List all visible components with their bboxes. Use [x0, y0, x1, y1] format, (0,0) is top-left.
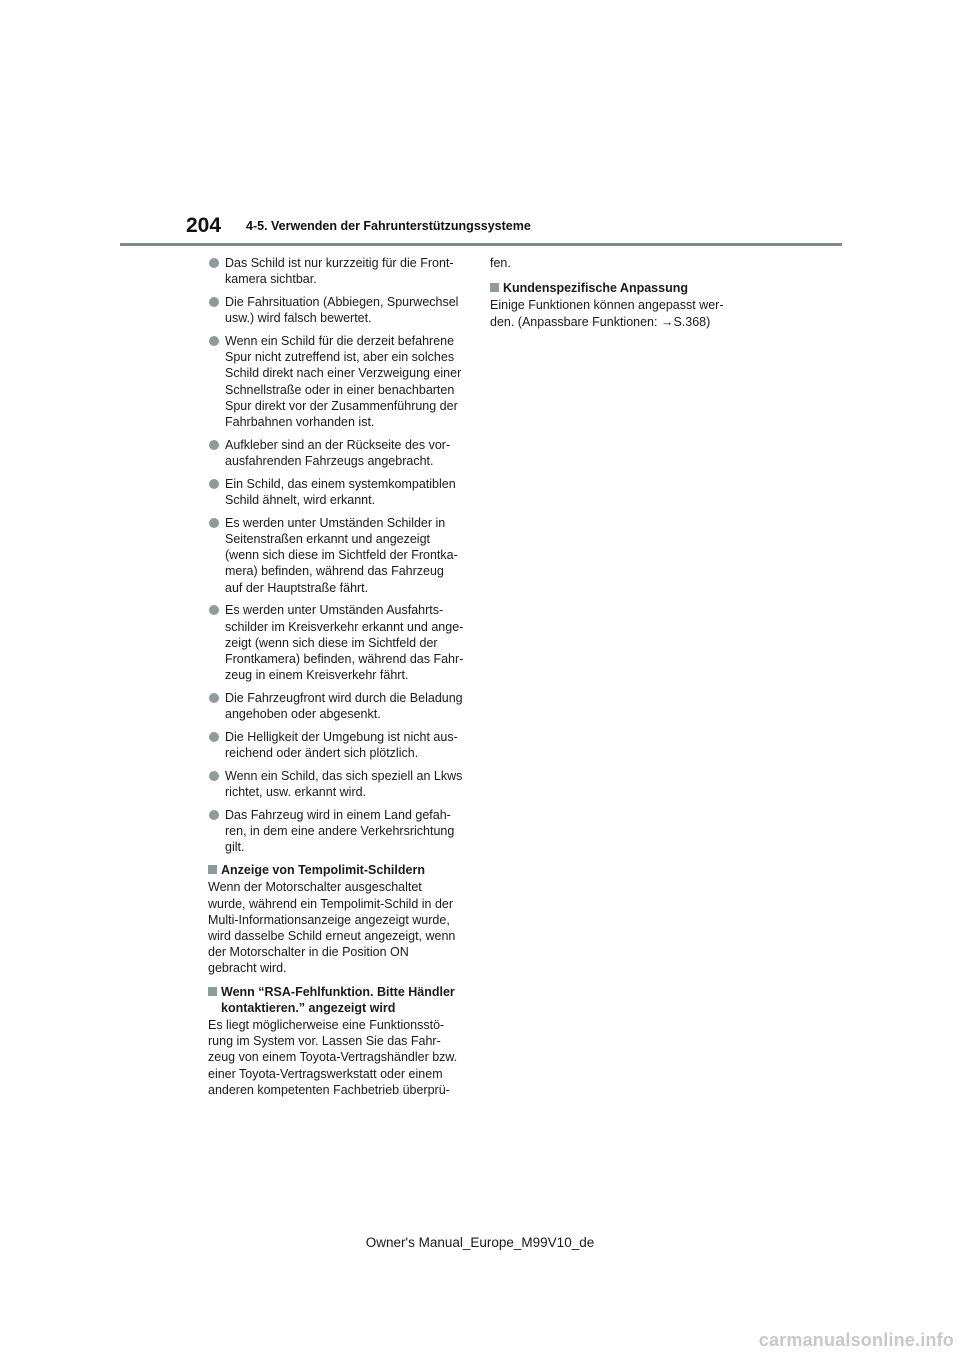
list-item-text: Aufkleber sind an der Rückseite des vor- ausfahrenden Fahrzeugs angebracht.: [225, 437, 451, 469]
bullet-dot-icon: [209, 810, 219, 820]
footer-text: Owner's Manual_Europe_M99V10_de: [365, 1235, 595, 1250]
right-column: [490, 255, 745, 337]
list-item-text: Wenn ein Schild für die derzeit befahrene Spur nicht zutreffend ist, aber ein solches Schild direkt nach einer Verzweigung einer Schnellstraße oder in einer benachbarten Spur direkt vor der Zusammenführung der Fahrbahnen vorhanden ist.: [225, 334, 462, 430]
list-item: [208, 255, 470, 287]
list-item: [208, 602, 470, 683]
list-item: [208, 437, 470, 469]
bullet-dot-icon: [209, 605, 219, 615]
list-item: [208, 333, 470, 430]
section-heading: [208, 984, 470, 1016]
page-number: 204: [186, 214, 222, 237]
list-item-text: Es werden unter Umständen Ausfahrts- schilder im Kreisverkehr erkannt und ange- zeigt (wenn sich diese im Sichtfeld der Frontkamera) befinden, während das Fahr- zeug in einem Kreisverkehr fährt.: [225, 603, 464, 683]
list-item: [208, 768, 470, 800]
header-rule: [120, 243, 842, 246]
section-heading-text: Anzeige von Tempolimit-Schildern: [221, 863, 425, 878]
bullet-dot-icon: [209, 732, 219, 742]
bullet-dot-icon: [209, 693, 219, 703]
list-item-text: Das Fahrzeug wird in einem Land gefah- ren, in dem eine andere Verkehrsrichtung gilt.: [225, 808, 455, 855]
bullet-dot-icon: [209, 336, 219, 346]
bullet-dot-icon: [209, 771, 219, 781]
square-bullet-icon: [208, 865, 217, 874]
list-item: [208, 515, 470, 596]
bullet-dot-icon: [209, 479, 219, 489]
list-item: [208, 294, 470, 326]
list-item: [208, 690, 470, 722]
list-item-text: Es werden unter Umständen Schilder in Seitenstraßen erkannt und angezeigt (wenn sich diese im Sichtfeld der Frontka- mera) befinden, während das Fahrzeug auf der Hauptstraße fährt.: [225, 515, 458, 595]
section-text: Einige Funktionen können angepasst wer- den. (Anpassbare Funktionen: →S.368): [490, 298, 724, 329]
section-heading: [490, 280, 745, 296]
watermark: carmanualsonline.info: [758, 1330, 954, 1350]
list-item-text: Die Helligkeit der Umgebung ist nicht aus- reichend oder ändert sich plötzlich.: [225, 730, 458, 761]
list-item-text: Das Schild ist nur kurzzeitig für die Front- kamera sichtbar.: [225, 256, 454, 287]
section-heading-text: Kundenspezifische Anpassung: [503, 281, 688, 296]
list-item-text: Die Fahrsituation (Abbiegen, Spurwechsel usw.) wird falsch bewertet.: [225, 295, 459, 326]
square-bullet-icon: [490, 283, 499, 292]
list-item: [208, 476, 470, 508]
square-bullet-icon: [208, 987, 217, 996]
continuation-text: fen.: [490, 256, 511, 270]
bullet-dot-icon: [209, 258, 219, 268]
list-item-text: Die Fahrzeugfront wird durch die Beladung angehoben oder abgesenkt.: [225, 691, 463, 722]
list-item: [208, 729, 470, 761]
bullet-dot-icon: [209, 440, 219, 450]
bullet-dot-icon: [209, 518, 219, 528]
section-heading-text: Wenn “RSA-Fehlfunktion. Bitte Händler kontaktieren.” angezeigt wird: [221, 984, 455, 1015]
bullet-dot-icon: [209, 297, 219, 307]
list-item: [208, 807, 470, 856]
section-text: Es liegt möglicherweise eine Funktionsstö- rung im System vor. Lassen Sie das Fahr- zeug von einem Toyota-Vertragshändler bzw. einer Toyota-Vertragswerkstatt oder einem anderen kompetenten Fachbetrieb überprü-: [208, 1018, 458, 1097]
list-item-text: Wenn ein Schild, das sich speziell an Lkws richtet, usw. erkannt wird.: [225, 769, 463, 800]
section-title: 4-5. Verwenden der Fahrunterstützungssysteme: [246, 219, 531, 233]
section-heading: [208, 862, 470, 878]
section-text: Wenn der Motorschalter ausgeschaltet wurde, während ein Tempolimit-Schild in der Multi-Informationsanzeige angezeigt wurde, wird dasselbe Schild erneut angezeigt, wenn der Motorschalter in die Position ON gebracht wird.: [208, 880, 456, 976]
left-column: [208, 255, 470, 1105]
list-item-text: Ein Schild, das einem systemkompatiblen Schild ähnelt, wird erkannt.: [225, 476, 456, 508]
